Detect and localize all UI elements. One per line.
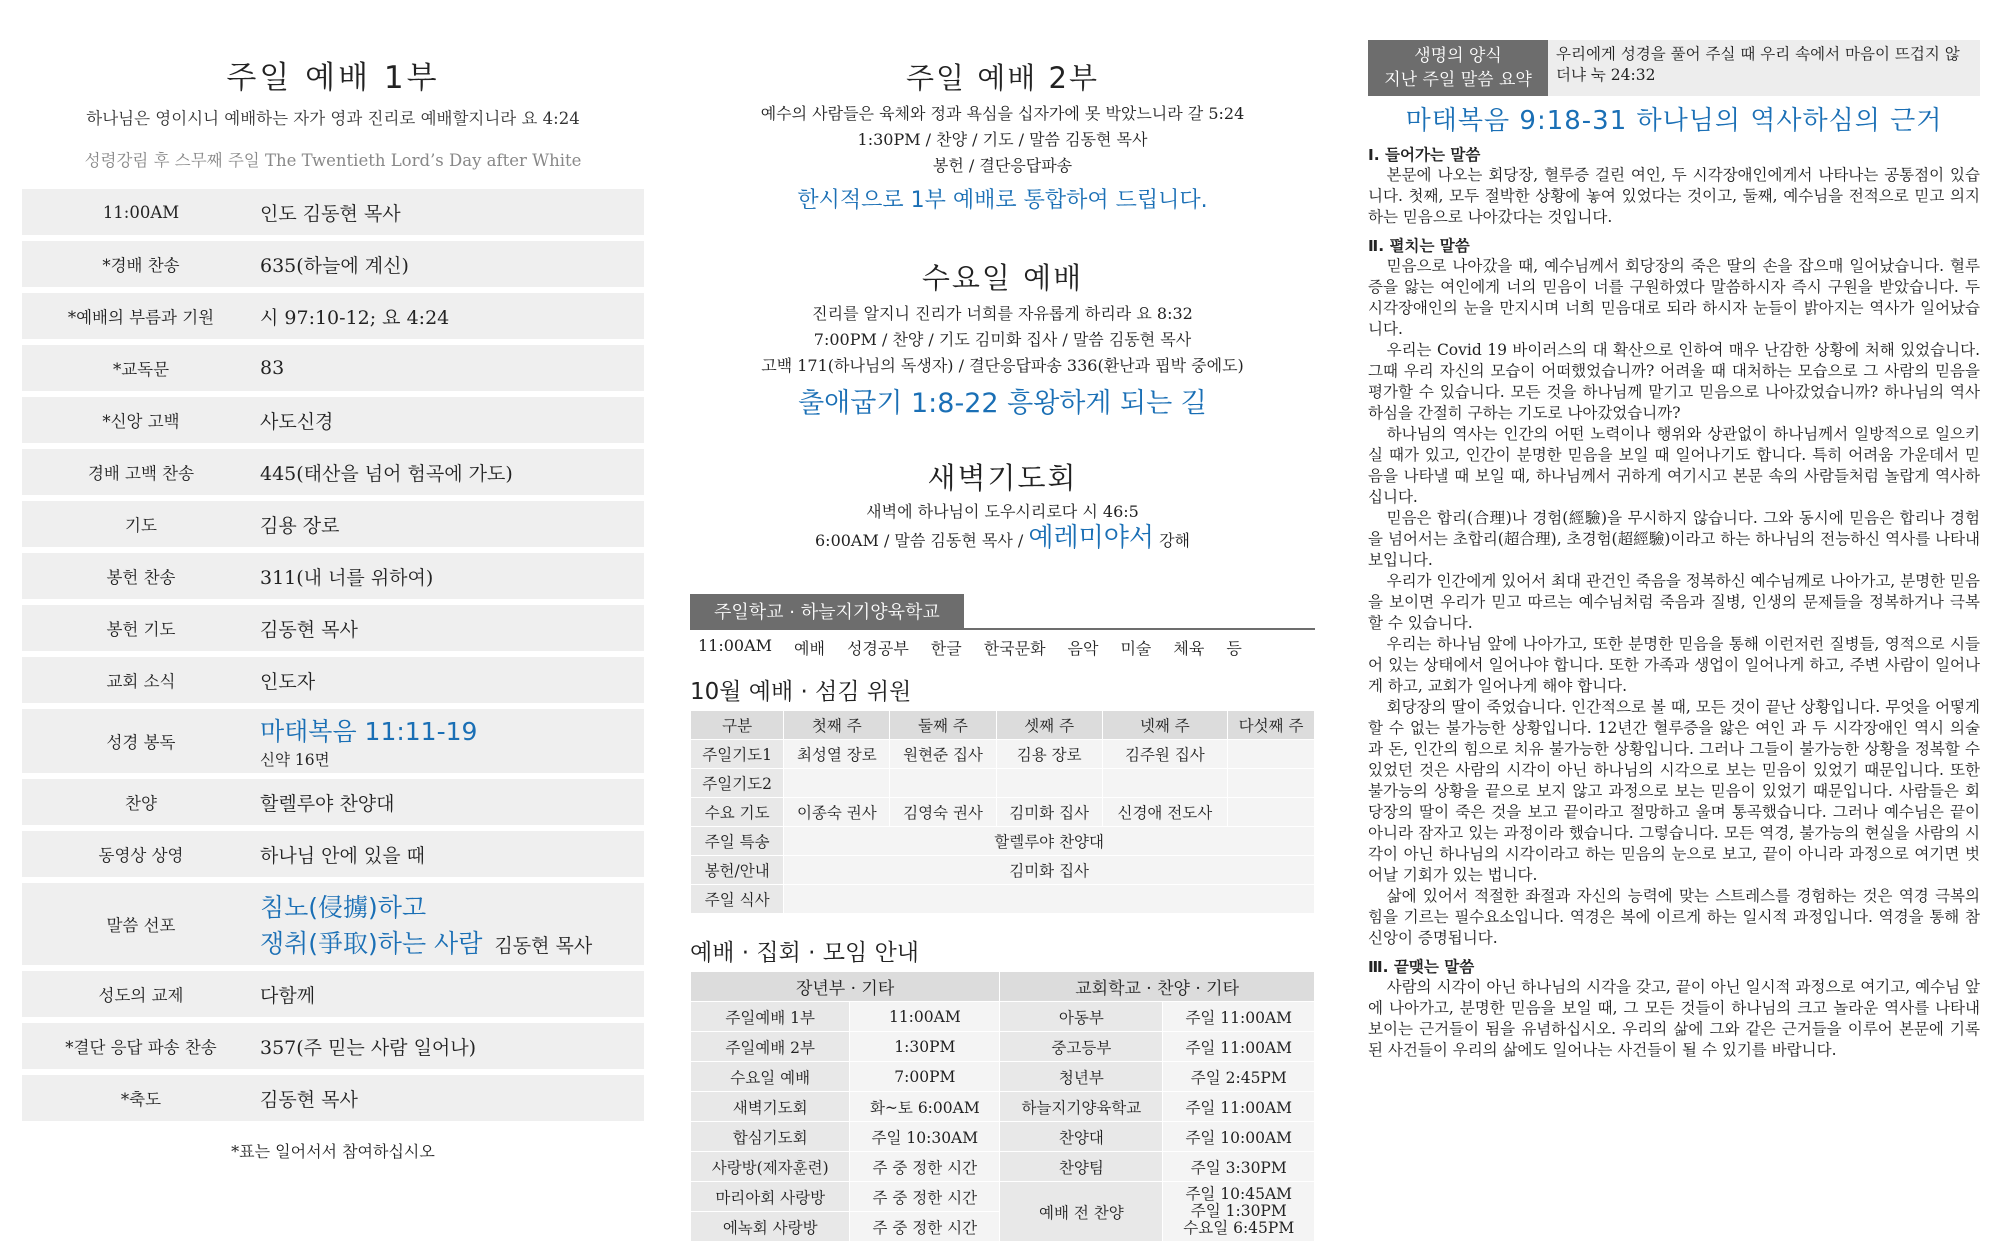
order-label: *결단 응답 파송 찬송 (22, 1023, 260, 1069)
order-value: 311(내 너를 위하여) (260, 553, 644, 599)
sermon-box-title: 생명의 양식 (1414, 46, 1502, 66)
order-row (22, 449, 644, 495)
order-row (22, 345, 644, 391)
committee-row (691, 740, 1315, 769)
order-row (22, 293, 644, 339)
committee-header: 셋째 주 (996, 711, 1102, 740)
sermon-paragraph: 회당장의 딸이 죽었습니다. 인간적으로 볼 때, 모든 것이 끝난 상황입니다. 무엇을 어떻게 할 수 없는 불가능한 상황입니다. 12년간 혈루증을 앓은 여인 과 두 시각장애인 역시 의술과 돈, 인간의 힘으로 치유 불가능한 상황입니다. 그러나 그들이 불가능한 상황을 정복할 수 있었던 것은 사람의 시각이 아닌 하나님의 시각으로 보는 믿음이 있었기 때문입니다. 또한 불가능의 상황을 끝으로 보지 않고 과정으로 보는 믿음이 있었기 때문입니다. 사람들은 회당장의 딸이 죽은 것을 보고 끝이라고 절망하고 울며 통곡했습니다. 그러나 예수님은 끝이 아니라 잠자고 있는 과정이라 했습니다. 그렇습니다. 모든 역경, 불가능의 현실을 사람의 시각이 아닌 하나님의 시각이라고 하는 믿음의 눈으로 보고, 끝이 아니라 과정으로 여기면 벗어날 기회가 있는 법니다. (1368, 698, 1980, 884)
meetings-cell: 화~토 6:00AM (850, 1092, 1000, 1122)
sermon-box-label (1368, 40, 1548, 96)
prelude-time: 주일 10:45AM (1185, 1185, 1293, 1203)
meetings-cell: 아동부 (1000, 1002, 1163, 1032)
order-value: 시 97:10-12; 요 4:24 (260, 293, 644, 339)
meetings-cell: 찬양대 (1000, 1122, 1163, 1152)
worship2-verse: 예수의 사람들은 육체와 정과 욕심을 십자가에 못 박았느니라 갈 5:24 (760, 104, 1245, 123)
order-row (22, 605, 644, 651)
standing-note: *표는 일어서서 참여하십시오 (231, 1142, 435, 1161)
order-label: 성도의 교제 (22, 971, 260, 1017)
order-label: 성경 봉독 (22, 709, 260, 773)
worship-order-body (22, 189, 644, 703)
meetings-cell: 1:30PM (850, 1032, 1000, 1062)
sermon-paragraph: 믿음은 합리(合理)나 경험(經驗)을 무시하지 않습니다. 그와 동시에 믿음은 합리나 경험을 넘어서는 초합리(超合理), 초경험(超經驗)이라고 하는 하나님의 전능하신 역사를 나타내 보입니다. (1368, 509, 1980, 569)
order-label: 동영상 상영 (22, 831, 260, 877)
order-row (22, 189, 644, 235)
order-value: 김동현 목사 (260, 1075, 644, 1121)
order-label: *교독문 (22, 345, 260, 391)
committee-cell: 최성열 장로 (784, 740, 890, 769)
school-item: 예배 (794, 639, 825, 658)
order-value: 김동현 목사 (260, 605, 644, 651)
worship1-column (22, 0, 644, 1162)
order-value: 635(하늘에 계신) (260, 241, 644, 287)
dawn-order (690, 525, 1315, 554)
committee-header: 넷째 주 (1102, 711, 1227, 740)
meetings-cell: 주일 2:45PM (1163, 1062, 1315, 1092)
sermon-paragraph: 하나님의 역사는 인간의 어떤 노력이나 행위와 상관없이 하나님께서 일방적으로 일으키실 때가 있고, 인간이 분명한 믿음을 보일 때 일어나기도 합니다. 특히 어려움 가운데서 믿음을 나타낼 때 보일 때, 하나님께서 귀하게 여기시고 본문 속의 사람들처럼 놀랍게 역사하십니다. (1368, 425, 1980, 506)
sermon-paragraph: 사람의 시각이 아닌 하나님의 시각을 갖고, 끝이 아닌 일시적 과정으로 여기고, 예수님 앞에 나아가고, 분명한 믿음을 보일 때, 그 모든 것들이 하나님의 크고 놀라운 역사를 나타내 보이는 근거들이 됨을 유념하십시오. 우리의 삶에 그와 같은 근거들을 이루어 본문에 기록된 사건들이 우리의 삶에도 일어나는 사건들이 될 수 있기를 바랍니다. (1368, 978, 1980, 1059)
committee-row (691, 856, 1315, 885)
order-value: 할렐루야 찬양대 (260, 779, 644, 825)
meetings-cell: 주일 3:30PM (1163, 1152, 1315, 1182)
sermon-section-heading: Ⅱ. 펼치는 말씀 (1368, 237, 1470, 255)
dawn-book: 예레미야서 (1028, 523, 1154, 553)
school-item: 성경공부 (846, 639, 909, 658)
order-value: 다함께 (260, 971, 644, 1017)
order-row-scripture (22, 709, 644, 773)
sermon-paragraph: 우리가 인간에게 있어서 최대 관건인 죽음을 정복하신 예수님께로 나아가고, 분명한 믿음을 보이면 우리가 믿고 따르는 예수님처럼 죽음과 질병, 인생의 문제들을 정복하거나 극복할 수 있습니다. (1368, 572, 1980, 632)
order-value: 인도자 (260, 657, 644, 703)
order-row (22, 1023, 644, 1069)
order-label: *예배의 부름과 기원 (22, 293, 260, 339)
committee-cell: 이종숙 권사 (784, 798, 890, 827)
sermon-paragraph: 본문에 나오는 회당장, 혈루증 걸린 여인, 두 시각장애인에게서 나타나는 공통점이 있습니다. 첫째, 모두 절박한 상황에 놓여 있었다는 것이고, 둘째, 예수님을 전적으로 믿고 의지하는 믿음으로 나아갔다는 것입니다. (1368, 166, 1980, 226)
order-label: 말씀 선포 (22, 883, 260, 965)
committee-cell: 김영숙 권사 (890, 798, 996, 827)
worship1-title: 주일 예배 1부 (226, 60, 440, 96)
meetings-row (691, 1152, 1315, 1182)
order-label: 교회 소식 (22, 657, 260, 703)
meetings-cell: 주일 11:00AM (1163, 1092, 1315, 1122)
order-value: 김용 장로 (260, 501, 644, 547)
dawn-order-prefix: 6:00AM / 말씀 김동현 목사 / (815, 531, 1024, 550)
wednesday-title: 수요일 예배 (921, 261, 1084, 295)
committee-cell: 김용 장로 (996, 740, 1102, 769)
committee-cell (1228, 769, 1315, 798)
sermon-sections (1368, 143, 1980, 1061)
school-header (690, 594, 1315, 630)
committee-row (691, 769, 1315, 798)
sermon-box-quote: 우리에게 성경을 풀어 주실 때 우리 속에서 마음이 뜨겁지 않더냐 눅 24:32 (1548, 40, 1980, 96)
meetings-row (691, 1002, 1315, 1032)
meetings-row (691, 1092, 1315, 1122)
committee-table (690, 710, 1315, 914)
order-row (22, 657, 644, 703)
committee-title: 10월 예배 · 섬김 위원 (690, 679, 912, 705)
scripture-page: 신약 16면 (260, 751, 330, 769)
order-label: 찬양 (22, 779, 260, 825)
sermon-title-line2: 쟁취(爭取)하는 사람 (260, 929, 483, 958)
committee-cell (1102, 769, 1227, 798)
order-label: *신앙 고백 (22, 397, 260, 443)
committee-cell: 신경애 전도사 (1102, 798, 1227, 827)
committee-header: 구분 (691, 711, 784, 740)
order-label: 봉헌 찬송 (22, 553, 260, 599)
sermon-section-heading: Ⅰ. 들어가는 말씀 (1368, 146, 1481, 164)
meetings-cell: 중고등부 (1000, 1032, 1163, 1062)
worship-order-body-2 (22, 779, 644, 877)
order-label: 기도 (22, 501, 260, 547)
meetings-cell: 주일 10:00AM (1163, 1122, 1315, 1152)
worship2-order: 1:30PM / 찬양 / 기도 / 말씀 김동현 목사 (857, 130, 1148, 149)
school-items (690, 636, 1315, 659)
meetings-table (690, 971, 1315, 1242)
prelude-time: 주일 1:30PM (1190, 1202, 1287, 1220)
meetings-cell: 주일 10:30AM (850, 1122, 1000, 1152)
committee-header: 첫째 주 (784, 711, 890, 740)
committee-cell (1228, 798, 1315, 827)
sermon-summary-title: 마태복음 9:18-31 하나님의 역사하심의 근거 (1405, 106, 1943, 136)
meetings-row (691, 1182, 1315, 1212)
meetings-cell: 에녹회 사랑방 (691, 1212, 850, 1242)
school-item: 등 (1226, 639, 1242, 658)
meetings-cell: 수요일 예배 (691, 1062, 850, 1092)
meetings-cell: 하늘지기양육학교 (1000, 1092, 1163, 1122)
meetings-cell: 주일 11:00AM (1163, 1002, 1315, 1032)
worship1-subtitle: 성령강림 후 스무째 주일 The Twentieth Lord’s Day after White (84, 151, 582, 170)
committee-cell: 김주원 집사 (1102, 740, 1227, 769)
sermon-paragraph: 삶에 있어서 적절한 좌절과 자신의 능력에 맞는 스트레스를 경험하는 것은 역경 극복의 힘을 기르는 필수요소입니다. 역경은 복에 이르게 하는 일시적 과정입니다. 역경을 통해 참 신앙이 증명됩니다. (1368, 887, 1980, 947)
order-row (22, 397, 644, 443)
committee-header: 다섯째 주 (1228, 711, 1315, 740)
committee-header: 둘째 주 (890, 711, 996, 740)
order-row-sermon (22, 883, 644, 965)
sermon-box (1368, 40, 1980, 96)
meetings-cell: 찬양팀 (1000, 1152, 1163, 1182)
dawn-verse: 새벽에 하나님이 도우시리로다 시 46:5 (866, 502, 1139, 521)
meetings-header-row (691, 972, 1315, 1002)
sermon-title-line1: 침노(侵擄)하고 (260, 893, 427, 922)
worship1-verse: 하나님은 영이시니 예배하는 자가 영과 진리로 예배할지니라 요 4:24 (86, 109, 580, 128)
sermon-row (22, 883, 644, 965)
meetings-cell: 주 중 정한 시간 (850, 1152, 1000, 1182)
wednesday-verse: 진리를 알지니 진리가 너희를 자유롭게 하리라 요 8:32 (812, 304, 1193, 323)
committee-cell: 주일 특송 (691, 827, 784, 856)
committee-cell: 할렐루야 찬양대 (784, 827, 1315, 856)
sermon-paragraph: 믿음으로 나아갔을 때, 예수님께서 회당장의 죽은 딸의 손을 잡으매 일어났습니다. 혈루증을 앓는 여인에게 너의 믿음이 너를 구원하였다 말씀하시자 즉시 구원을 받았습니다. 두 시각장애인의 눈을 만지시며 너희 믿음대로 되라 하시자 눈들이 밝아지는 역사가 일어났습니다. (1368, 257, 1980, 338)
school-item: 한국문화 (983, 639, 1046, 658)
meetings-cell: 마리아회 사랑방 (691, 1182, 850, 1212)
committee-cell: 수요 기도 (691, 798, 784, 827)
scripture-ref: 마태복음 11:11-19 (260, 717, 478, 746)
order-row (22, 241, 644, 287)
meetings-cell: 7:00PM (850, 1062, 1000, 1092)
order-row (22, 1075, 644, 1121)
order-value: 인도 김동현 목사 (260, 189, 644, 235)
meetings-cell: 예배 전 찬양 (1000, 1182, 1163, 1242)
meetings-cell: 주 중 정한 시간 (850, 1212, 1000, 1242)
order-value: 사도신경 (260, 397, 644, 443)
sermon-summary-column (1368, 40, 1980, 1061)
committee-cell: 주일 식사 (691, 885, 784, 914)
order-row (22, 831, 644, 877)
meetings-cell: 주일예배 1부 (691, 1002, 850, 1032)
school-item: 미술 (1120, 639, 1152, 658)
order-label: 봉헌 기도 (22, 605, 260, 651)
committee-cell: 주일기도2 (691, 769, 784, 798)
worship2-notice: 한시적으로 1부 예배로 통합하여 드립니다. (797, 188, 1208, 213)
order-label: 11:00AM (22, 189, 260, 235)
dawn-suffix: 강해 (1159, 531, 1190, 550)
services-column (690, 0, 1315, 1242)
order-row (22, 501, 644, 547)
order-label: 경배 고백 찬송 (22, 449, 260, 495)
worship2-title: 주일 예배 2부 (906, 61, 1099, 95)
worship-order-body-3 (22, 971, 644, 1121)
meetings-row (691, 1062, 1315, 1092)
committee-row (691, 827, 1315, 856)
wednesday-sermon: 출애굽기 1:8-22 흥왕하게 되는 길 (798, 388, 1207, 419)
worship-order-table (22, 183, 644, 1127)
meetings-cell: 청년부 (1000, 1062, 1163, 1092)
sermon-section-heading: Ⅲ. 끝맺는 말씀 (1368, 958, 1475, 976)
order-value: 445(태산을 넘어 험곡에 가도) (260, 449, 644, 495)
meetings-cell: 주일 11:00AM (1163, 1032, 1315, 1062)
order-value: 357(주 믿는 사람 일어나) (260, 1023, 644, 1069)
meetings-cell: 주 중 정한 시간 (850, 1182, 1000, 1212)
sermon-preacher: 김동현 목사 (494, 935, 593, 957)
meetings-cell: 새벽기도회 (691, 1092, 850, 1122)
wednesday-order: 7:00PM / 찬양 / 기도 김미화 집사 / 말씀 김동현 목사 (813, 330, 1192, 349)
meetings-row (691, 1122, 1315, 1152)
sermon-paragraph: 우리는 하나님 앞에 나아가고, 또한 분명한 믿음을 통해 이런저런 질병들, 영적으로 시들어 있는 상태에서 일어나야 합니다. 또한 가족과 생업이 일어나게 하고, 주변 사람이 일어나게 하고, 교회가 일어나게 해야 합니다. (1368, 635, 1980, 695)
meetings-cell: 합심기도회 (691, 1122, 850, 1152)
worship2-order-2: 봉헌 / 결단응답파송 (932, 156, 1073, 175)
meetings-cell: 사랑방(제자훈련) (691, 1152, 850, 1182)
school-item: 음악 (1067, 639, 1099, 658)
order-label: *축도 (22, 1075, 260, 1121)
meetings-cell: 11:00AM (850, 1002, 1000, 1032)
school-item: 체육 (1173, 639, 1205, 658)
committee-cell: 김미화 집사 (784, 856, 1315, 885)
order-row (22, 971, 644, 1017)
wednesday-order-2: 고백 171(하나님의 독생자) / 결단응답파송 336(환난과 핍박 중에도) (761, 356, 1244, 375)
scripture-reading (22, 709, 644, 773)
committee-header-row (691, 711, 1315, 740)
order-label: *경배 찬송 (22, 241, 260, 287)
order-row (22, 779, 644, 825)
meetings-title: 예배 · 집회 · 모임 안내 (690, 940, 919, 966)
committee-cell (784, 769, 890, 798)
committee-row (691, 885, 1315, 914)
committee-cell: 주일기도1 (691, 740, 784, 769)
meetings-row (691, 1032, 1315, 1062)
meetings-cell (1163, 1182, 1315, 1242)
school-item: 11:00AM (698, 636, 773, 655)
committee-cell: 봉헌/안내 (691, 856, 784, 885)
order-row (22, 553, 644, 599)
meetings-left-header: 장년부 · 기타 (691, 972, 1000, 1002)
sermon-box-sub: 지난 주일 말씀 요약 (1384, 70, 1532, 90)
committee-cell (784, 885, 1315, 914)
committee-cell: 원현준 집사 (890, 740, 996, 769)
committee-cell (890, 769, 996, 798)
order-value: 83 (260, 345, 644, 391)
committee-cell: 김미화 집사 (996, 798, 1102, 827)
sermon-paragraph: 우리는 Covid 19 바이러스의 대 확산으로 인하여 매우 난감한 상황에 처해 있었습니다. 그때 우리 자신의 모습이 어떠했었습니까? 어려울 때 대처하는 모습으로 그 사람의 믿음을 평가할 수 있습니다. 모든 것을 하나님께 맡기고 믿음으로 나아갔었습니까? 하나님의 역사하심을 간절히 구하는 기도로 나아갔었습니까? (1368, 341, 1980, 422)
meetings-cell: 주일예배 2부 (691, 1032, 850, 1062)
committee-cell (1228, 740, 1315, 769)
school-bar: 주일학교 · 하늘지기양육학교 (690, 594, 964, 628)
committee-cell (996, 769, 1102, 798)
meetings-right-header: 교회학교 · 찬양 · 기타 (1000, 972, 1315, 1002)
school-item: 한글 (930, 639, 962, 658)
committee-row (691, 798, 1315, 827)
dawn-title: 새벽기도회 (927, 461, 1078, 495)
order-value: 하나님 안에 있을 때 (260, 831, 644, 877)
prelude-time: 수요일 6:45PM (1183, 1219, 1295, 1237)
